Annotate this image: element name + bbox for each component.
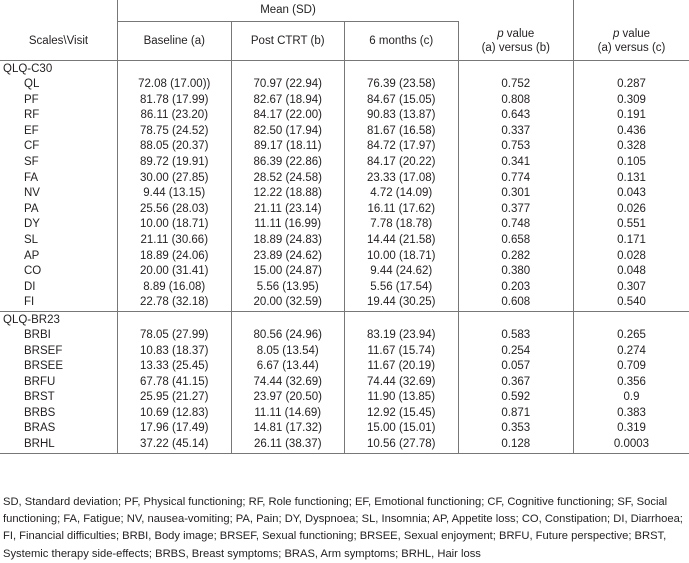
row-scale: SL — [0, 233, 118, 249]
section-row — [0, 61, 689, 78]
cell-p-ac: 0.131 — [574, 171, 689, 187]
cell-six-months: 74.44 (32.69) — [345, 375, 459, 391]
cell-baseline: 89.72 (19.91) — [118, 155, 232, 171]
header-p-value-ac — [574, 22, 689, 61]
cell-p-ac: 0.309 — [574, 93, 689, 109]
cell-six-months: 14.44 (21.58) — [345, 233, 459, 249]
cell-p-ab: 0.871 — [458, 406, 574, 422]
table-row — [0, 280, 689, 296]
table-row — [0, 171, 689, 187]
cell-p-ab: 0.203 — [458, 280, 574, 296]
cell-p-ab: 0.643 — [458, 108, 574, 124]
cell-post-ctrt: 18.89 (24.83) — [231, 233, 345, 249]
row-scale: FI — [0, 295, 118, 311]
table-row — [0, 186, 689, 202]
cell-post-ctrt: 11.11 (16.99) — [231, 217, 345, 233]
cell-p-ac: 0.043 — [574, 186, 689, 202]
cell-six-months: 84.67 (15.05) — [345, 93, 459, 109]
cell-p-ab: 0.128 — [458, 437, 574, 453]
cell-six-months: 15.00 (15.01) — [345, 421, 459, 437]
row-scale: BRSEF — [0, 344, 118, 360]
p-italic: p — [613, 28, 619, 40]
cell-baseline: 67.78 (41.15) — [118, 375, 232, 391]
header-six-months: 6 months (c) — [345, 22, 459, 61]
row-scale: BRBS — [0, 406, 118, 422]
cell-post-ctrt: 26.11 (38.37) — [231, 437, 345, 453]
cell-six-months: 4.72 (14.09) — [345, 186, 459, 202]
cell-p-ac: 0.028 — [574, 249, 689, 265]
section-empty-cell — [574, 311, 689, 328]
cell-p-ac: 0.540 — [574, 295, 689, 311]
header-row-columns — [0, 22, 689, 61]
cell-p-ab: 0.608 — [458, 295, 574, 311]
cell-post-ctrt: 74.44 (32.69) — [231, 375, 345, 391]
table-row — [0, 77, 689, 93]
cell-p-ab: 0.753 — [458, 139, 574, 155]
cell-post-ctrt: 82.50 (17.94) — [231, 124, 345, 140]
table-row — [0, 139, 689, 155]
cell-six-months: 81.67 (16.58) — [345, 124, 459, 140]
cell-post-ctrt: 70.97 (22.94) — [231, 77, 345, 93]
cell-p-ab: 0.592 — [458, 390, 574, 406]
row-scale: PA — [0, 202, 118, 218]
cell-p-ab: 0.337 — [458, 124, 574, 140]
row-scale: FA — [0, 171, 118, 187]
cell-six-months: 84.17 (20.22) — [345, 155, 459, 171]
header-empty-cell — [574, 0, 689, 22]
cell-post-ctrt: 15.00 (24.87) — [231, 264, 345, 280]
cell-baseline: 25.56 (28.03) — [118, 202, 232, 218]
header-baseline: Baseline (a) — [118, 22, 232, 61]
cell-p-ab: 0.380 — [458, 264, 574, 280]
cell-post-ctrt: 84.17 (22.00) — [231, 108, 345, 124]
cell-p-ab: 0.658 — [458, 233, 574, 249]
table-row — [0, 124, 689, 140]
cell-baseline: 9.44 (13.15) — [118, 186, 232, 202]
section-empty-cell — [458, 61, 574, 78]
cell-p-ab: 0.377 — [458, 202, 574, 218]
cell-post-ctrt: 23.89 (24.62) — [231, 249, 345, 265]
cell-post-ctrt: 23.97 (20.50) — [231, 390, 345, 406]
cell-post-ctrt: 86.39 (22.86) — [231, 155, 345, 171]
cell-baseline: 81.78 (17.99) — [118, 93, 232, 109]
cell-six-months: 76.39 (23.58) — [345, 77, 459, 93]
cell-p-ac: 0.171 — [574, 233, 689, 249]
cell-p-ac: 0.048 — [574, 264, 689, 280]
cell-p-ab: 0.353 — [458, 421, 574, 437]
cell-baseline: 8.89 (16.08) — [118, 280, 232, 296]
row-scale: QL — [0, 77, 118, 93]
cell-p-ab: 0.254 — [458, 344, 574, 360]
p-italic: p — [497, 28, 503, 40]
cell-six-months: 5.56 (17.54) — [345, 280, 459, 296]
cell-p-ac: 0.9 — [574, 390, 689, 406]
cell-p-ac: 0.105 — [574, 155, 689, 171]
table-row — [0, 249, 689, 265]
cell-baseline: 78.05 (27.99) — [118, 328, 232, 344]
cell-p-ab: 0.752 — [458, 77, 574, 93]
header-p-value-ab — [458, 22, 574, 61]
section-empty-cell — [345, 61, 459, 78]
cell-p-ac: 0.191 — [574, 108, 689, 124]
table-row — [0, 421, 689, 437]
table-row — [0, 437, 689, 453]
p-value-comparison: (a) versus (b) — [482, 42, 550, 54]
cell-post-ctrt: 6.67 (13.44) — [231, 359, 345, 375]
cell-p-ab: 0.583 — [458, 328, 574, 344]
cell-six-months: 19.44 (30.25) — [345, 295, 459, 311]
table-footnote: SD, Standard deviation; PF, Physical functioning; RF, Role functioning; EF, Emotional functioning; CF, Cognitive functioning; SF, Social functioning; FA, Fatigue; NV, nausea-vomiting; PA, Pain; DY, Dyspnoea; SL, Insomnia; AP, Appetite loss; CO, Constipation; DI, Diarrhoea; FI, Financial difficulties; BRBI, Body image; BRSEF, Sexual functioning; BRSEE, Sexual enjoyment; BRFU, Future perspective; BRST, Systemic therapy side-effects; BRBS, Breast symptoms; BRAS, Arm symptoms; BRHL, Hair loss — [3, 494, 687, 563]
header-mean-sd: Mean (SD) — [118, 0, 459, 22]
cell-post-ctrt: 80.56 (24.96) — [231, 328, 345, 344]
section-title: QLQ-BR23 — [0, 311, 118, 328]
table-row — [0, 202, 689, 218]
row-scale: BRSEE — [0, 359, 118, 375]
cell-p-ac: 0.287 — [574, 77, 689, 93]
cell-baseline: 10.69 (12.83) — [118, 406, 232, 422]
cell-six-months: 11.90 (13.85) — [345, 390, 459, 406]
section-empty-cell — [231, 311, 345, 328]
cell-baseline: 88.05 (20.37) — [118, 139, 232, 155]
section-empty-cell — [574, 61, 689, 78]
cell-baseline: 30.00 (27.85) — [118, 171, 232, 187]
table-row — [0, 406, 689, 422]
row-scale: BRAS — [0, 421, 118, 437]
cell-p-ac: 0.436 — [574, 124, 689, 140]
cell-six-months: 7.78 (18.78) — [345, 217, 459, 233]
header-empty-cell — [458, 0, 574, 22]
table-row — [0, 359, 689, 375]
section-empty-cell — [118, 311, 232, 328]
section-empty-cell — [345, 311, 459, 328]
cell-p-ab: 0.301 — [458, 186, 574, 202]
cell-post-ctrt: 89.17 (18.11) — [231, 139, 345, 155]
row-scale: DY — [0, 217, 118, 233]
header-row-mean — [0, 0, 689, 22]
row-scale: PF — [0, 93, 118, 109]
table-row — [0, 295, 689, 311]
table-row — [0, 233, 689, 249]
cell-p-ac: 0.551 — [574, 217, 689, 233]
cell-six-months: 23.33 (17.08) — [345, 171, 459, 187]
cell-baseline: 22.78 (32.18) — [118, 295, 232, 311]
row-scale: BRFU — [0, 375, 118, 391]
section-title: QLQ-C30 — [0, 61, 118, 78]
header-scales-visit: Scales\Visit — [0, 22, 118, 61]
cell-baseline: 10.83 (18.37) — [118, 344, 232, 360]
cell-p-ac: 0.383 — [574, 406, 689, 422]
cell-post-ctrt: 14.81 (17.32) — [231, 421, 345, 437]
cell-six-months: 11.67 (15.74) — [345, 344, 459, 360]
row-scale: RF — [0, 108, 118, 124]
p-value-word: value — [504, 28, 535, 40]
cell-baseline: 18.89 (24.06) — [118, 249, 232, 265]
cell-p-ac: 0.274 — [574, 344, 689, 360]
cell-post-ctrt: 21.11 (23.14) — [231, 202, 345, 218]
row-scale: EF — [0, 124, 118, 140]
row-scale: BRBI — [0, 328, 118, 344]
section-empty-cell — [231, 61, 345, 78]
row-scale: NV — [0, 186, 118, 202]
row-scale: BRST — [0, 390, 118, 406]
cell-six-months: 11.67 (20.19) — [345, 359, 459, 375]
header-empty-cell — [0, 0, 118, 22]
p-value-word: value — [619, 28, 650, 40]
cell-baseline: 13.33 (25.45) — [118, 359, 232, 375]
row-scale: CF — [0, 139, 118, 155]
cell-p-ab: 0.774 — [458, 171, 574, 187]
cell-p-ac: 0.328 — [574, 139, 689, 155]
cell-post-ctrt: 11.11 (14.69) — [231, 406, 345, 422]
cell-p-ab: 0.367 — [458, 375, 574, 391]
cell-baseline: 25.95 (21.27) — [118, 390, 232, 406]
cell-p-ac: 0.356 — [574, 375, 689, 391]
row-scale: CO — [0, 264, 118, 280]
cell-post-ctrt: 28.52 (24.58) — [231, 171, 345, 187]
row-scale: BRHL — [0, 437, 118, 453]
cell-baseline: 78.75 (24.52) — [118, 124, 232, 140]
cell-p-ab: 0.748 — [458, 217, 574, 233]
row-scale: DI — [0, 280, 118, 296]
table-row — [0, 93, 689, 109]
section-empty-cell — [118, 61, 232, 78]
cell-p-ac: 0.265 — [574, 328, 689, 344]
table-row — [0, 328, 689, 344]
cell-p-ab: 0.282 — [458, 249, 574, 265]
cell-post-ctrt: 5.56 (13.95) — [231, 280, 345, 296]
cell-six-months: 90.83 (13.87) — [345, 108, 459, 124]
cell-p-ac: 0.0003 — [574, 437, 689, 453]
header-post-ctrt: Post CTRT (b) — [231, 22, 345, 61]
cell-p-ac: 0.307 — [574, 280, 689, 296]
cell-six-months: 12.92 (15.45) — [345, 406, 459, 422]
cell-baseline: 17.96 (17.49) — [118, 421, 232, 437]
cell-baseline: 10.00 (18.71) — [118, 217, 232, 233]
cell-post-ctrt: 8.05 (13.54) — [231, 344, 345, 360]
cell-p-ac: 0.709 — [574, 359, 689, 375]
table-row — [0, 264, 689, 280]
table-row — [0, 155, 689, 171]
table-row — [0, 375, 689, 391]
cell-baseline: 37.22 (45.14) — [118, 437, 232, 453]
cell-baseline: 21.11 (30.66) — [118, 233, 232, 249]
cell-six-months: 16.11 (17.62) — [345, 202, 459, 218]
cell-six-months: 9.44 (24.62) — [345, 264, 459, 280]
cell-six-months: 84.72 (17.97) — [345, 139, 459, 155]
cell-six-months: 10.00 (18.71) — [345, 249, 459, 265]
section-row — [0, 311, 689, 328]
cell-baseline: 20.00 (31.41) — [118, 264, 232, 280]
cell-p-ab: 0.341 — [458, 155, 574, 171]
table-row — [0, 217, 689, 233]
cell-post-ctrt: 12.22 (18.88) — [231, 186, 345, 202]
p-value-comparison: (a) versus (c) — [598, 42, 666, 54]
cell-post-ctrt: 82.67 (18.94) — [231, 93, 345, 109]
cell-baseline: 72.08 (17.00)) — [118, 77, 232, 93]
section-empty-cell — [458, 311, 574, 328]
cell-p-ac: 0.319 — [574, 421, 689, 437]
cell-p-ab: 0.808 — [458, 93, 574, 109]
cell-post-ctrt: 20.00 (32.59) — [231, 295, 345, 311]
table-row — [0, 108, 689, 124]
cell-six-months: 83.19 (23.94) — [345, 328, 459, 344]
row-scale: AP — [0, 249, 118, 265]
cell-p-ac: 0.026 — [574, 202, 689, 218]
cell-six-months: 10.56 (27.78) — [345, 437, 459, 453]
table-row — [0, 390, 689, 406]
row-scale: SF — [0, 155, 118, 171]
table-row — [0, 344, 689, 360]
cell-p-ab: 0.057 — [458, 359, 574, 375]
cell-baseline: 86.11 (23.20) — [118, 108, 232, 124]
